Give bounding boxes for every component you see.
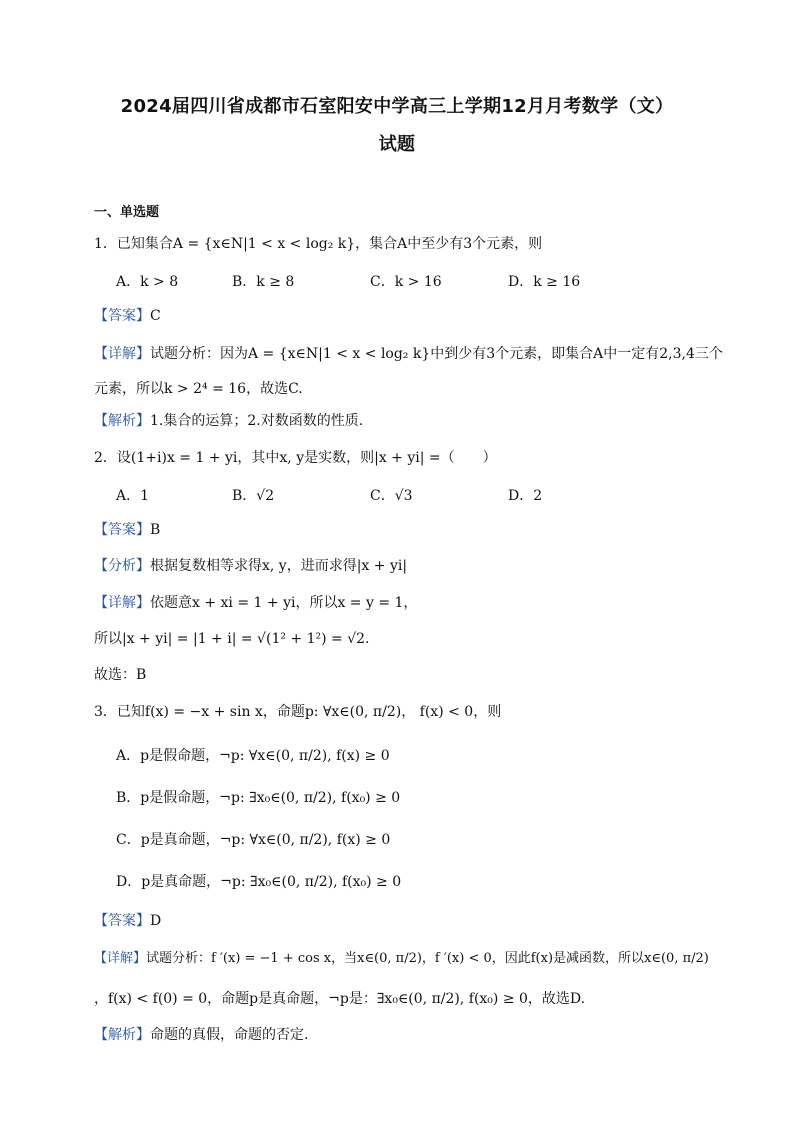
detail-text: 依题意x + xi = 1 + yi，所以x = y = 1， [150,595,418,611]
question-2-detail-line1 [94,593,417,613]
detail-tag: 【详解】 [94,951,147,966]
question-2-detail-line2: 所以|x + yi| = |1 + i| = √(1² + 1²) = √2. [94,631,370,647]
question-2-fenxi [94,556,407,576]
question-1-detail-line2: 元素，所以k > 2⁴ = 16，故选C. [94,381,303,397]
fenxi-text: 根据复数相等求得x, y，进而求得|x + yi| [150,558,408,574]
detail-text: 试题分析：f ′(x) = −1 + cos x，当x∈(0, π/2)，f ′(x) < 0，因此f(x)是减函数，所以x∈(0, π/2) [146,951,709,966]
question-3-answer [94,911,161,931]
section-heading: 一、单选题 [94,205,160,220]
question-2-option-c: C．√3 [370,488,413,504]
fenxi-tag: 【分析】 [94,558,150,574]
question-1-option-d: D．k ≥ 16 [508,274,581,290]
question-3-option-c: C．p是真命题，¬p: ∀x∈(0, π/2), f(x) ≥ 0 [116,832,391,848]
question-1-option-b: B．k ≥ 8 [232,274,295,290]
question-1-option-c: C．k > 16 [370,274,442,290]
analysis-text: 命题的真假，命题的否定. [150,1027,309,1043]
detail-text: 试题分析：因为A = {x∈N|1 < x < log₂ k}中到少有3个元素，即集合A中一定有2,3,4三个 [150,346,723,362]
answer-tag: 【答案】 [94,308,150,324]
question-2-option-b: B．√2 [232,488,275,504]
question-2-stem: 2．设(1+i)x = 1 + yi，其中x, y是实数，则|x + yi| =（ ） [94,450,497,466]
question-2-detail-line3: 故选：B [94,667,147,683]
question-3-analysis [94,1025,308,1045]
question-2-option-d: D．2 [508,488,543,504]
answer-tag: 【答案】 [94,913,150,929]
question-1-stem: 1．已知集合A = {x∈N|1 < x < log₂ k}，集合A中至少有3个元素，则 [94,236,543,252]
question-3-option-b: B．p是假命题，¬p: ∃x₀∈(0, π/2), f(x₀) ≥ 0 [116,790,401,806]
answer-value: C [150,308,161,324]
question-2-answer [94,520,160,540]
document-title-line2: 试题 [378,134,416,155]
question-3-detail-line2: ，f(x) < f(0) = 0，命题p是真命题，¬p是：∃x₀∈(0, π/2), f(x₀) ≥ 0，故选D. [94,991,586,1007]
analysis-tag: 【解析】 [94,1027,150,1043]
question-1-option-a: A．k > 8 [116,274,179,290]
detail-tag: 【详解】 [94,595,150,611]
answer-value: B [150,522,161,538]
question-1-detail-line1 [94,344,723,364]
answer-value: D [150,913,162,929]
question-3-detail-line1 [94,949,709,969]
question-2-option-a: A．1 [116,488,150,504]
question-3-option-d: D．p是真命题，¬p: ∃x₀∈(0, π/2), f(x₀) ≥ 0 [116,874,402,890]
analysis-text: 1.集合的运算；2.对数函数的性质. [150,413,364,429]
question-1-analysis [94,411,363,431]
analysis-tag: 【解析】 [94,413,150,429]
detail-tag: 【详解】 [94,346,150,362]
question-3-option-a: A．p是假命题，¬p: ∀x∈(0, π/2), f(x) ≥ 0 [116,748,390,764]
document-title-line1: 2024届四川省成都市石室阳安中学高三上学期12月月考数学（文） [120,96,674,117]
question-1-answer [94,306,161,326]
question-3-stem: 3．已知f(x) = −x + sin x，命题p: ∀x∈(0, π/2)， f(x) < 0，则 [94,704,502,720]
answer-tag: 【答案】 [94,522,150,538]
